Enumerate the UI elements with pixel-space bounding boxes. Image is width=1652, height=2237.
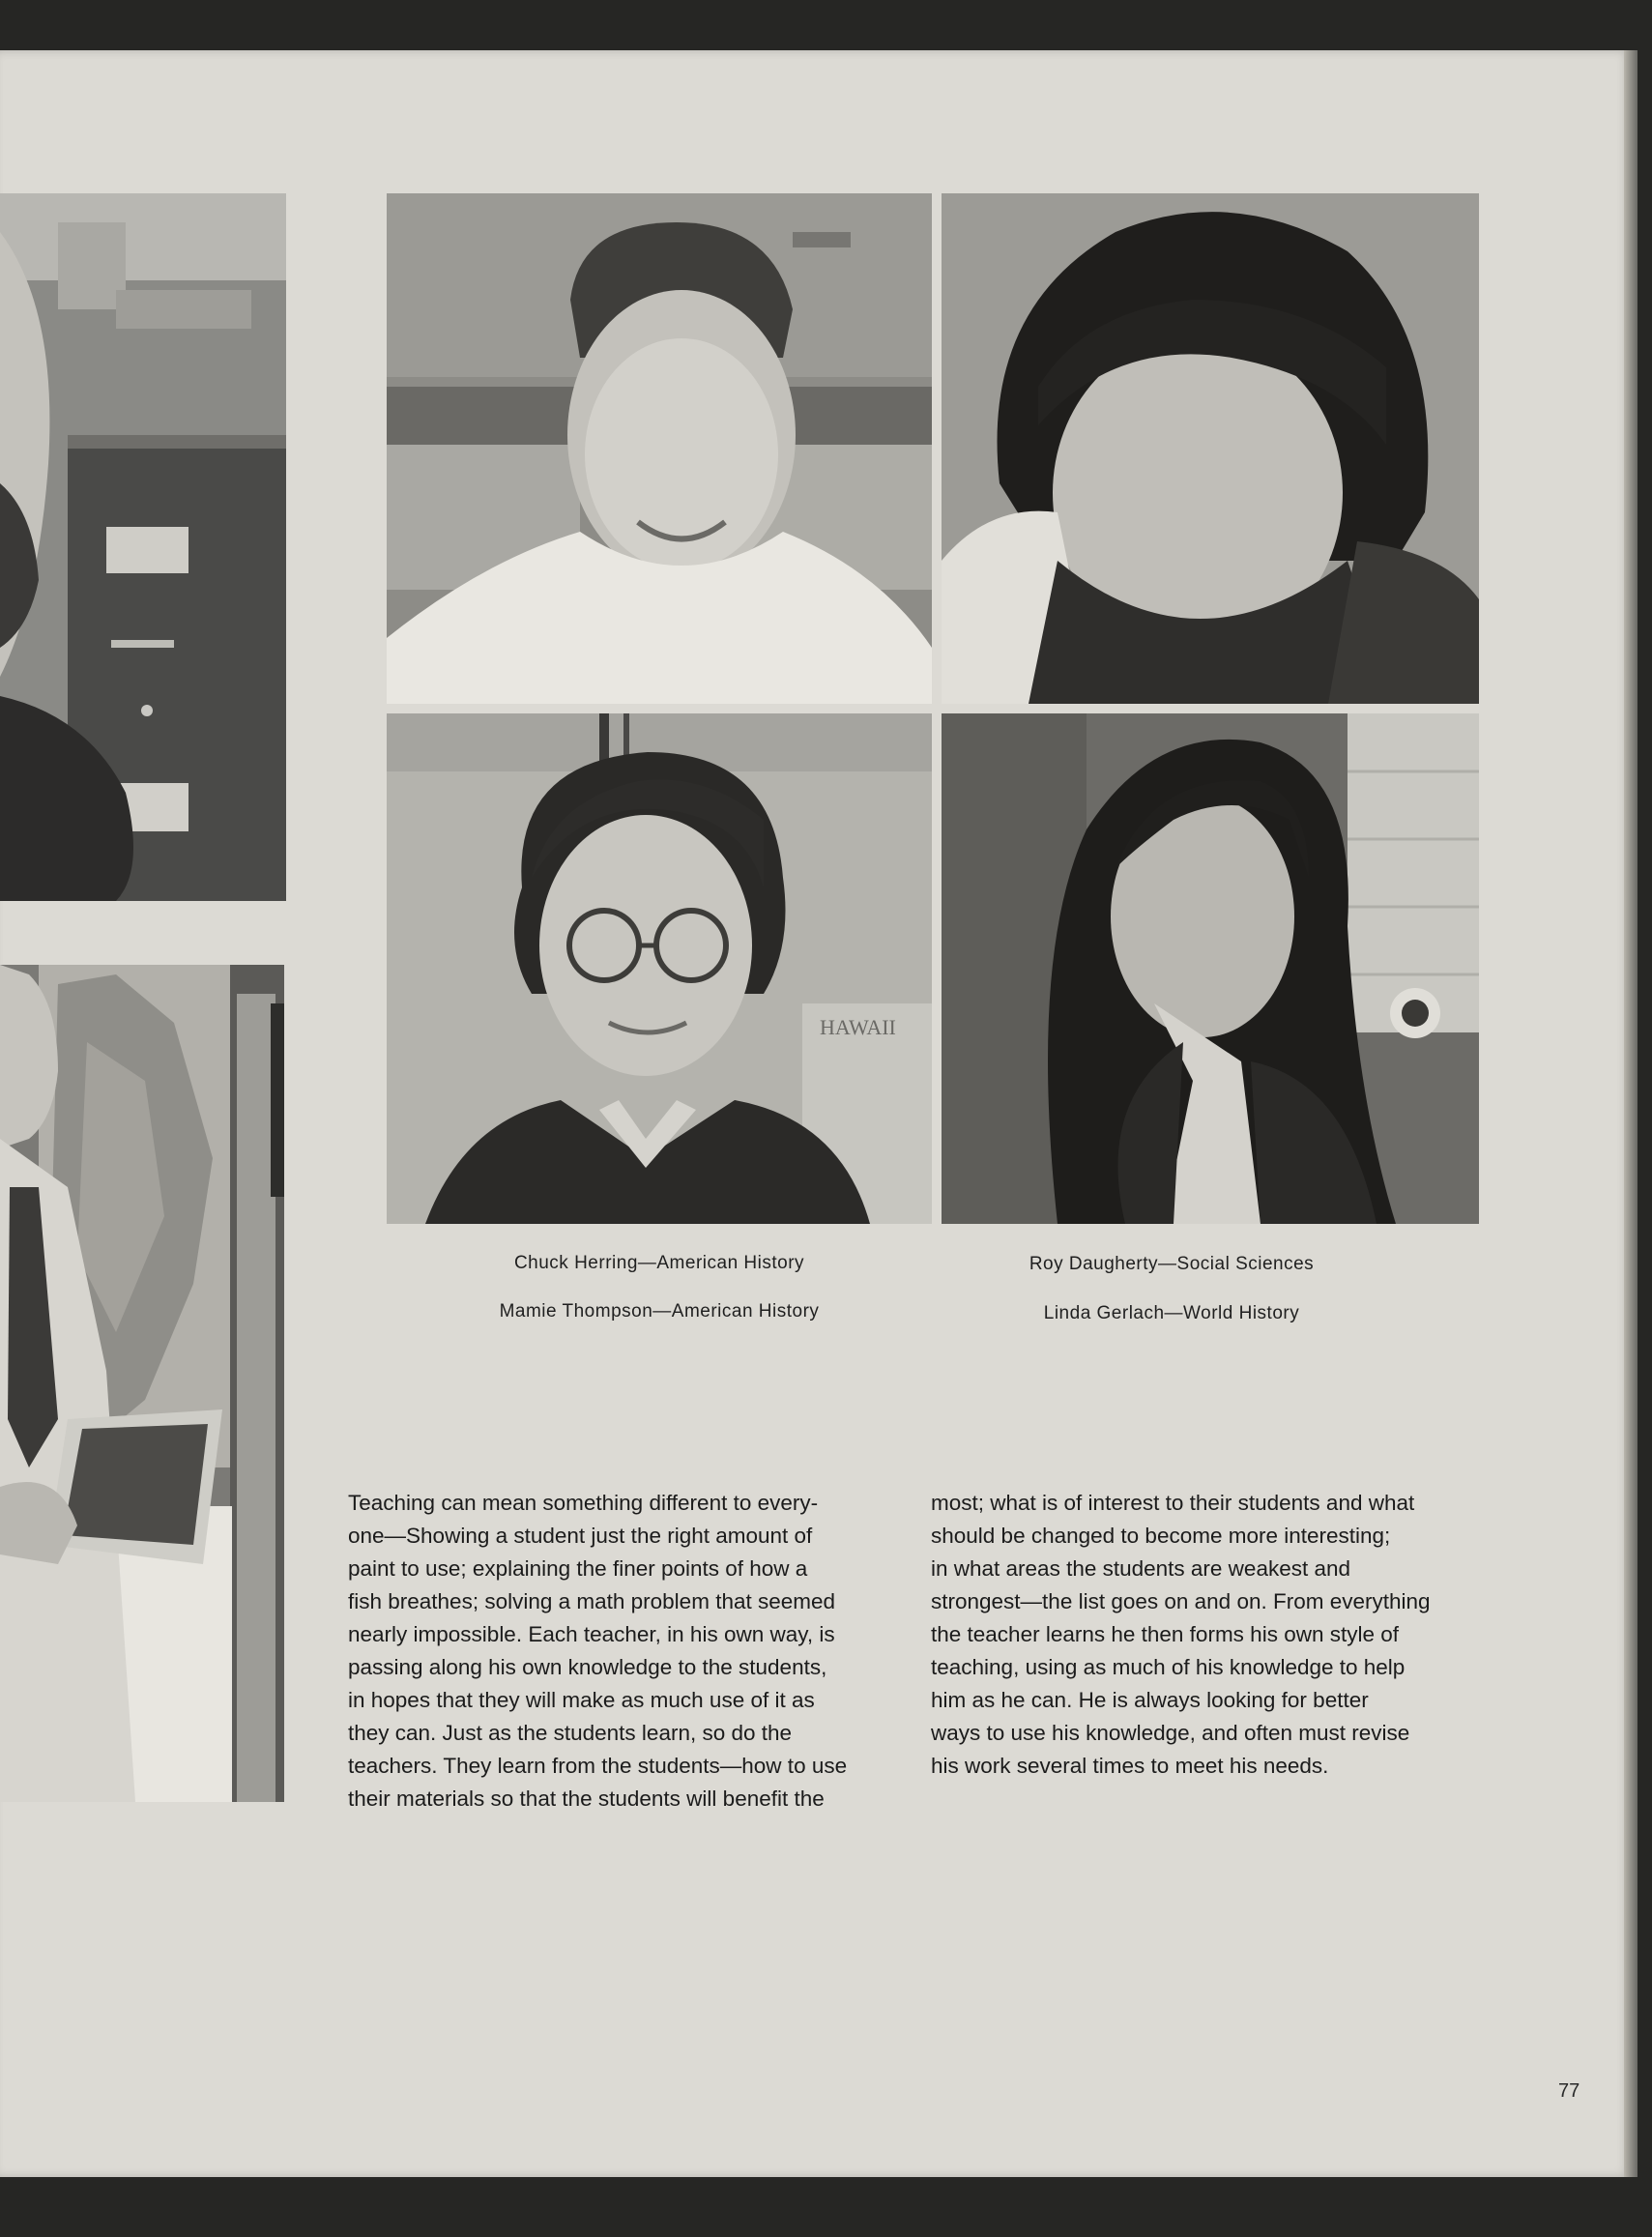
- body-left-line: Teaching can mean something different to every-: [348, 1491, 819, 1515]
- body-left-line: one—Showing a student just the right amount of: [348, 1524, 813, 1548]
- body-right-line: should be changed to become more interesting;: [931, 1524, 1391, 1548]
- body-left-line: nearly impossible. Each teacher, in his own way, is: [348, 1622, 835, 1646]
- body-right-line: strongest—the list goes on and on. From everything: [931, 1589, 1431, 1613]
- photo-teacher-with-map: [0, 965, 284, 1802]
- caption-linda-gerlach: Linda Gerlach—World History: [1043, 1303, 1300, 1323]
- caption-roy-daugherty: Roy Daugherty—Social Sciences: [1029, 1254, 1315, 1274]
- photo-roy-daugherty: [942, 193, 1479, 704]
- body-right-line: teaching, using as much of his knowledge to help: [931, 1655, 1406, 1679]
- photo-linda-gerlach: [942, 713, 1479, 1224]
- body-left-line: teachers. They learn from the students—how to use: [348, 1754, 848, 1778]
- body-left-line: they can. Just as the students learn, so do the: [348, 1721, 793, 1745]
- page-edge: [1624, 50, 1638, 2177]
- photo-file-cabinet: [0, 193, 286, 901]
- body-left-line: passing along his own knowledge to the students,: [348, 1655, 827, 1679]
- body-left-line: their materials so that the students will benefit the: [348, 1787, 825, 1811]
- body-right-line: most; what is of interest to their students and what: [931, 1491, 1415, 1515]
- body-right-line: him as he can. He is always looking for better: [931, 1688, 1369, 1712]
- body-left-line: fish breathes; solving a math problem that seemed: [348, 1589, 836, 1613]
- body-text-left-column: [348, 1487, 897, 1816]
- body-right-line: his work several times to meet his needs.: [931, 1754, 1329, 1778]
- caption-chuck-herring: Chuck Herring—American History: [513, 1253, 805, 1273]
- body-right-line: ways to use his knowledge, and often must revise: [931, 1721, 1410, 1745]
- caption-mamie-thompson: Mamie Thompson—American History: [499, 1301, 820, 1322]
- page-number: 77: [1558, 2080, 1580, 2102]
- body-right-line: the teacher learns he then forms his own style of: [931, 1622, 1400, 1646]
- body-text-right-column: [931, 1487, 1482, 1783]
- photo-chuck-herring: [387, 193, 932, 704]
- body-left-line: paint to use; explaining the finer points of how a: [348, 1556, 808, 1581]
- body-left-line: in hopes that they will make as much use of it as: [348, 1688, 815, 1712]
- map-label-hawaii: HAWAII: [820, 1015, 896, 1039]
- body-right-line: in what areas the students are weakest and: [931, 1556, 1351, 1581]
- photo-mamie-thompson: [387, 713, 932, 1224]
